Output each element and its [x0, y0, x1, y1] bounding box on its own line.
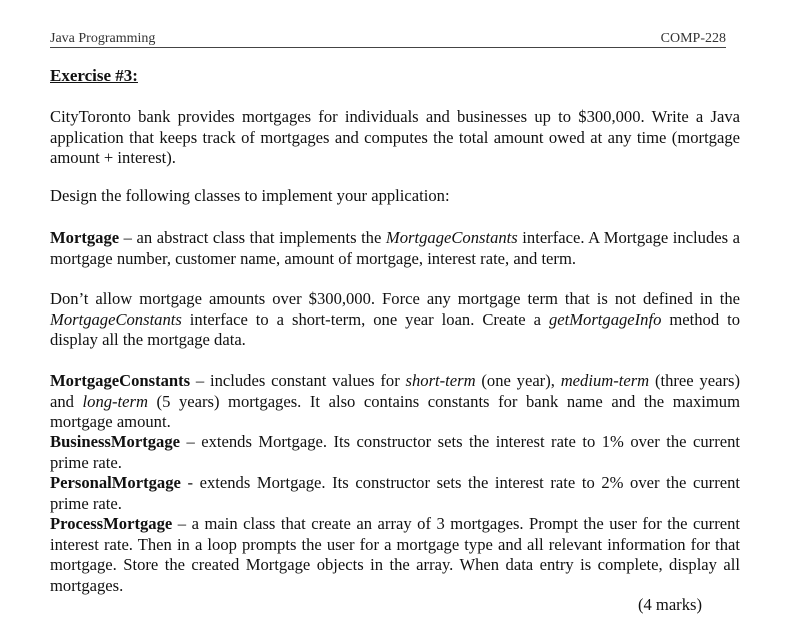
exercise-title: Exercise #3: [50, 66, 138, 85]
business-mortgage-paragraph: BusinessMortgage – extends Mortgage. Its constructor sets the interest rate to 1% over the current prime rate. [50, 432, 740, 472]
process-class-name: ProcessMortgage [50, 514, 173, 533]
short-term-label: short-term [405, 371, 476, 390]
method-name: getMortgageInfo [548, 309, 662, 329]
long-term-label: long-term [82, 391, 148, 411]
document-page [50, 0, 740, 628]
mortgage-class-name: Mortgage [50, 228, 120, 247]
interface-name: MortgageConstants [385, 228, 518, 247]
marks-label: (4 marks) [637, 595, 702, 614]
course-code: COMP-228 [660, 31, 726, 46]
course-name: Java Programming [50, 31, 156, 46]
business-class-name: BusinessMortgage [50, 432, 180, 451]
intro-paragraph: CityToronto bank provides mortgages for individuals and businesses up to $300,000. Write a Java application that keeps track of mortgages and computes the total amount owed at any time (mortgage amount + interest). [50, 107, 740, 167]
page-header [50, 31, 726, 48]
mortgage-class-paragraph: Mortgage – an abstract class that implements the MortgageConstants interface. A Mortgage includes a mortgage number, customer name, amount of mortgage, interest rate, and term. [50, 228, 740, 268]
personal-class-name: PersonalMortgage [50, 473, 181, 492]
mortgage-rules-paragraph: Don’t allow mortgage amounts over $300,000. Force any mortgage term that is not defined in the MortgageConstants interface to a short-term, one year loan. Create a getMortgageInfo method to display all the mortgage data. [50, 289, 740, 349]
interface-name: MortgageConstants [50, 309, 182, 329]
design-prompt: Design the following classes to implement your application: [50, 186, 450, 205]
medium-term-label: medium-term [560, 371, 650, 390]
process-mortgage-paragraph: ProcessMortgage – a main class that create an array of 3 mortgages. Prompt the user for the current interest rate. Then in a loop prompts the user for a mortgage type and all relevant information for that mortgage. Store the created Mortgage objects in the array. When data entry is complete, display all mortgages. [50, 514, 740, 595]
personal-mortgage-paragraph: PersonalMortgage - extends Mortgage. Its constructor sets the interest rate to 2% over the current prime rate. [50, 473, 740, 513]
constants-class-name: MortgageConstants [50, 371, 191, 390]
constants-paragraph: MortgageConstants – includes constant values for short-term (one year), medium-term (three years) and long-term (5 years) mortgages. It also contains constants for bank name and the maximum mortgage amount. [50, 371, 740, 431]
